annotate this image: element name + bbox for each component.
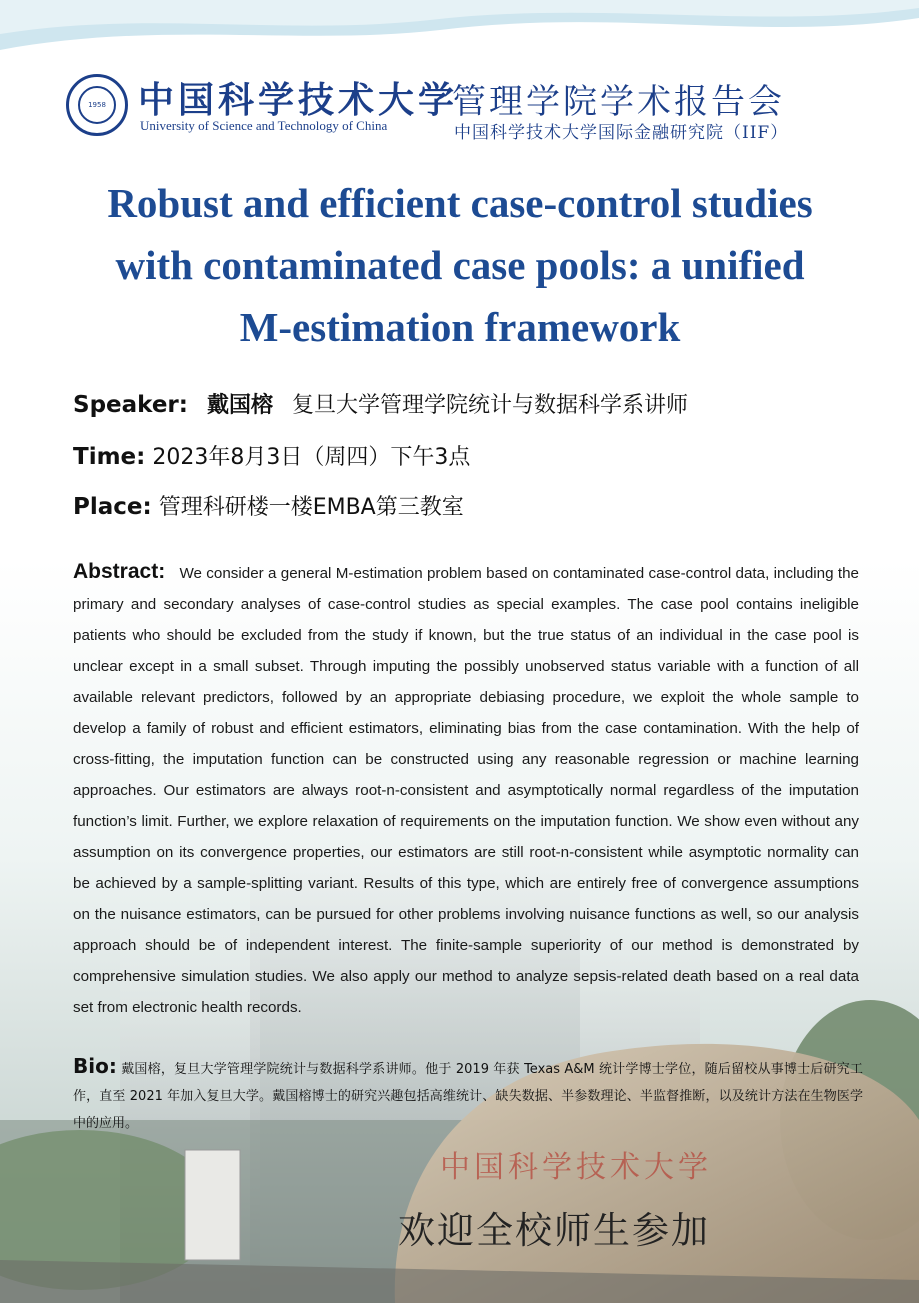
- place-value: 管理科研楼一楼EMBA第三教室: [158, 495, 464, 520]
- place-label: Place:: [73, 494, 152, 520]
- university-name-cn: 中国科学技术大学: [138, 79, 459, 121]
- seal-inner-ring: [78, 86, 116, 124]
- abstract: [73, 556, 859, 1023]
- rock-inscription: 中国科学技术大学: [440, 1150, 712, 1185]
- bio-text: 戴国榕，复旦大学管理学院统计与数据科学系讲师。他于 2019 年获 Texas A&M 统计学博士学位，随后留校从事博士后研究工作，直至 2021 年加入复旦大学。戴国榕博士的研究兴趣包括高维统计、缺失数据、半参数理论、半监督推断，以及统计方法在生物医学中的应用。: [73, 1062, 863, 1131]
- seal-year: 1958: [88, 101, 106, 109]
- time-row: [73, 440, 470, 471]
- event-subtitle: 中国科学技术大学国际金融研究院（IIF）: [454, 123, 789, 143]
- talk-title: [40, 172, 880, 358]
- talk-title-line: M-estimation framework: [239, 304, 681, 350]
- top-wave-decoration: [0, 0, 919, 70]
- speaker-affiliation: 复旦大学管理学院统计与数据科学系讲师: [291, 393, 688, 418]
- bio-label: Bio:: [73, 1054, 117, 1078]
- welcome-message: 欢迎全校师生参加: [398, 1209, 710, 1252]
- header: [66, 70, 866, 143]
- time-label: Time:: [73, 444, 146, 470]
- speaker-name: 戴国榕: [206, 393, 273, 418]
- talk-title-line: Robust and efficient case-control studies: [107, 180, 813, 226]
- talk-title-line: with contaminated case pools: a unified: [115, 242, 805, 288]
- abstract-label: Abstract:: [73, 560, 166, 583]
- bio: [73, 1053, 863, 1137]
- speaker-label: Speaker:: [73, 392, 188, 418]
- event-title: 管理学院学术报告会: [452, 82, 785, 122]
- place-row: [73, 490, 464, 521]
- university-name-en: University of Science and Technology of China: [140, 118, 388, 133]
- abstract-text: We consider a general M-estimation problem based on contaminated case-control data, including the primary and secondary analyses of case-control studies as special examples. The case pool contains ineligible patients who should be excluded from the study if known, but the true status of an individual in the case pool is unclear except in a small subset. Through imputing the possibly unobserved status variable with a function of all available relevant predictors, followed by an appropriate debiasing procedure, we exploit the whole sample to develop a family of robust and efficient estimators, eliminating bias from the case contamination. With the help of cross-fitting, the imputation function can be constructed using any reasonable regression or machine learning approaches. Our estimators are always root-n-consistent and asymptotically normal regardless of the imputation function’s limit. Further, we explore relaxation of requirements on the imputation function. We show even without any assumption on its convergence properties, our estimators are still root-n-consistent while asymptotic normality can be achieved by a sample-splitting variant. Results of this type, which are entirely free of convergence assumptions on the nuisance estimators, can be pursued for other problems involving nuisance functions as well, so our analysis approach should be of independent interest. The finite-sample superiority of our method is demonstrated by comprehensive simulation studies. We also apply our method to analyze sepsis-related death based on a real data set from electronic health records.: [73, 565, 859, 1016]
- speaker-row: [73, 388, 688, 419]
- time-value: 2023年8月3日（周四）下午3点: [152, 445, 471, 470]
- university-seal-logo: [66, 74, 128, 136]
